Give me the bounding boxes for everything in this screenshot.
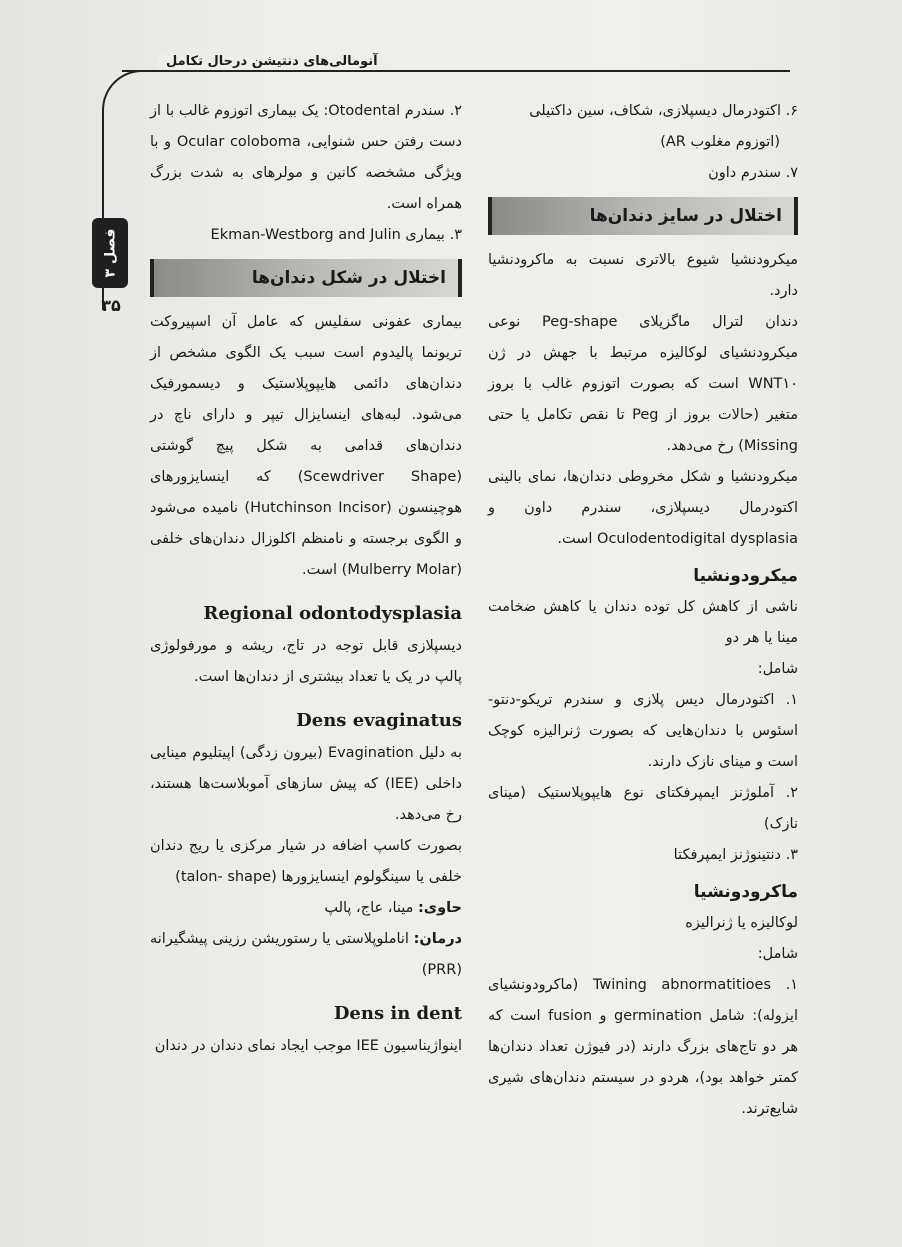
paragraph <box>150 893 462 924</box>
chapter-tab <box>92 218 128 288</box>
list-item: ۶. اکتودرمال دیسپلازی، شکاف، سین داکتیلی <box>529 103 798 119</box>
section-heading: اختلال در شکل دندان‌ها <box>150 259 462 297</box>
subheading: میکرودونشیا <box>693 566 798 586</box>
list-item: ۲. آملوژنز ایمپرفکتای نوع هایپوپلاستیک (مینای نازک) <box>488 785 798 832</box>
subheading: Regional odontodysplasia <box>203 603 462 624</box>
paragraph: میکرودنشیا و شکل مخروطی دندان‌ها، نمای بالینی اکتودرمال دیسپلازی، سندرم داون و Oculodentodigital dysplasia است. <box>488 469 798 547</box>
paragraph: ناشی از کاهش کل توده دندان یا کاهش ضخامت مینا یا هر دو <box>488 599 798 646</box>
section-heading: اختلال در سایز دندان‌ها <box>488 197 798 235</box>
value: مینا، عاج، پالپ <box>324 900 418 916</box>
subheading: Dens in dent <box>333 1003 462 1024</box>
left-column <box>150 96 462 1062</box>
list-item: ۷. سندرم داون <box>708 165 798 181</box>
running-header: آنومالی‌های دنتیشن درحال تکامل <box>158 54 386 69</box>
list-item: ۱. Twining abnormatitioes (ماکرودونشیای ایزوله): شامل germination و fusion است که هر دو تاج‌های بزرگ دارند (در فیوژن تعداد دندان‌ها کمتر خواهد بود)، هردو در سیستم دندان‌های شیری شایع‌ترند. <box>488 977 798 1117</box>
paragraph: دندان لترال ماگزیلای Peg-shape نوعی میکرودنشیای لوکالیزه مرتبط با جهش در ژن WNT۱۰ است که بصورت اتوزوم غالب با بروز متغیر (حالات بروز از Peg تا نقص تکامل یا حتی Missing) رخ می‌دهد. <box>488 314 798 454</box>
list-item: ۳. بیماری Ekman-Westborg and Julin <box>210 227 462 243</box>
list-item: (اتوزوم مغلوب AR) <box>660 134 780 150</box>
label: حاوی: <box>418 900 462 916</box>
list-item: ۳. دنتینوژنز ایمپرفکتا <box>673 847 798 863</box>
paragraph: اینواژیناسیون IEE موجب ایجاد نمای دندان در دندان <box>154 1038 462 1054</box>
list-item: ۲. سندرم Otodental: یک بیماری اتوزوم غالب با از دست رفتن حس شنوایی، Ocular coloboma و با ویژگی مشخصه کانین و مولرهای به شدت بزرگ همراه است. <box>150 103 462 212</box>
paragraph <box>150 924 462 986</box>
right-column <box>488 96 798 1125</box>
paragraph: به دلیل Evagination (بیرون زدگی) اپیتلیوم مینایی داخلی (IEE) که پیش سازهای آموبلاست‌ها هستند، رخ می‌دهد. <box>150 745 463 823</box>
chapter-label: فصل ۳ <box>102 228 119 278</box>
paragraph: میکرودنشیا شیوع بالاتری نسبت به ماکرودنشیا دارد. <box>488 252 798 299</box>
header-rule <box>122 70 790 72</box>
page-number: ۳۵ <box>101 296 121 315</box>
paragraph: دیسپلازی قابل توجه در تاج، ریشه و مورفولوژی پالپ در یک یا تعداد بیشتری از دندان‌ها است. <box>150 638 462 685</box>
subheading: ماکرودونشیا <box>693 882 798 902</box>
paragraph: بصورت کاسپ اضافه در شیار مرکزی یا ریج دندان خلفی یا سینگولوم اینسایزورها (talon- shape) <box>150 838 462 885</box>
label: درمان: <box>413 931 462 947</box>
list-item: ۱. اکتودرمال دیس پلازی و سندرم تریکو-دنتو-اسئوس با دندان‌هایی که بصورت ژنرالیزه کوچک است و مینای نازک دارند. <box>488 692 798 770</box>
value: اناملوپلاستی یا رستوریشن رزینی پیشگیرانه (PRR) <box>150 931 462 978</box>
margin-decoration <box>102 70 144 202</box>
paragraph: لوکالیزه یا ژنرالیزه <box>685 915 798 931</box>
subheading: Dens evaginatus <box>296 710 462 731</box>
paragraph: شامل: <box>757 946 798 962</box>
paragraph: شامل: <box>757 661 798 677</box>
paragraph: بیماری عفونی سفلیس که عامل آن اسپیروکت تریونما پالیدوم است سبب یک الگوی مشخص از دندان‌های دائمی هایپوپلاستیک و دیسمورفیک می‌شود. لبه‌های اینسایزال تیپر و دارای ناچ در دندان‌های قدامی به شکل پیچ گوشتی (Scewdriver Shape) که اینسایزورهای هوچینسون (Hutchinson Incisor) نامیده می‌شود و الگوی برجسته و نامنظم اکلوزال دندان‌های خلفی (Mulberry Molar) است. <box>150 314 462 578</box>
